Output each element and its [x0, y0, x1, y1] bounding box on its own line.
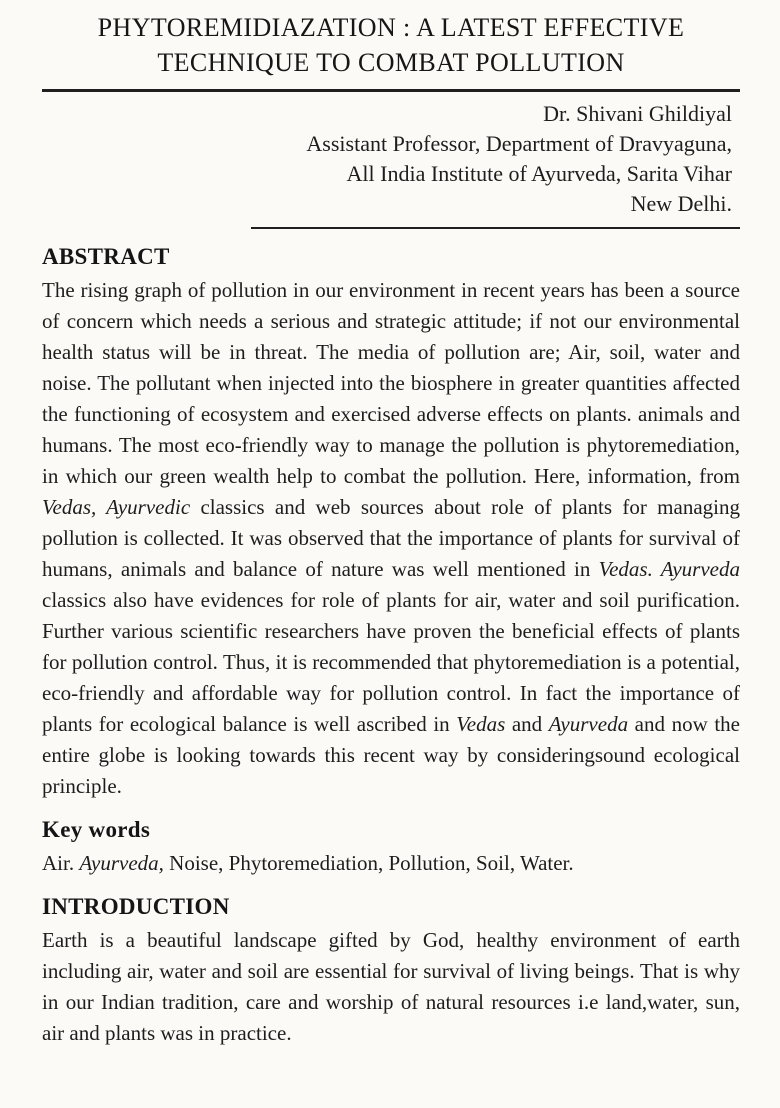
author-affiliation-institute: All India Institute of Ayurveda, Sarita Vihar: [346, 161, 732, 186]
paper-title-line-1: PHYTOREMIDIAZATION : A LATEST EFFECTIVE: [97, 13, 685, 42]
keywords-heading: Key words: [42, 817, 151, 842]
paper-title-line-2: TECHNIQUE TO COMBAT POLLUTION: [157, 48, 625, 77]
paper-header: [42, 10, 740, 229]
author-location: New Delhi.: [630, 191, 732, 216]
author-divider: [251, 227, 740, 229]
keywords-section: [42, 817, 740, 879]
introduction-heading: INTRODUCTION: [42, 894, 230, 919]
abstract-paragraph: The rising graph of pollution in our environment in recent years has been a source of concern which needs a serious and strategic attitude; if not our environmental health status will be in threat. The media of pollution are; Air, soil, water and noise. The pollutant when injected into the biosphere in greater quantities affected the functioning of ecosystem and exercised adverse effects on plants. animals and humans. The most eco-friendly way to manage the pollution is phytoremediation, in which our green wealth help to combat the pollution. Here, information, from Vedas, Ayurvedic classics and web sources about role of plants for managing pollution is collected. It was observed that the importance of plants for survival of humans, animals and balance of nature was well mentioned in Vedas. Ayurveda classics also have evidences for role of plants for air, water and soil purification. Further various scientific researchers have proven the beneficial effects of plants for pollution control. Thus, it is recommended that phytoremediation is a potential, eco-friendly and affordable way for pollution control. In fact the importance of plants for ecological balance is well ascribed in Vedas and Ayurveda and now the entire globe is looking towards this recent way by consideringsound ecological principle.: [42, 278, 746, 798]
author-affiliation-department: Assistant Professor, Department of Dravyaguna,: [306, 131, 732, 156]
author-block: [42, 99, 740, 219]
title-divider: [42, 89, 740, 92]
abstract-section: [42, 244, 746, 802]
keywords-line: Air. Ayurveda, Noise, Phytoremediation, Pollution, Soil, Water.: [42, 851, 574, 875]
abstract-heading: ABSTRACT: [42, 244, 170, 269]
introduction-section: [42, 894, 746, 1049]
author-name: Dr. Shivani Ghildiyal: [543, 101, 732, 126]
introduction-paragraph: Earth is a beautiful landscape gifted by God, healthy environment of earth including air, water and soil are essential for survival of living beings. That is why in our Indian tradition, care and worship of natural resources i.e land,water, sun, air and plants was in practice.: [42, 928, 746, 1045]
paper-title: [42, 10, 740, 80]
